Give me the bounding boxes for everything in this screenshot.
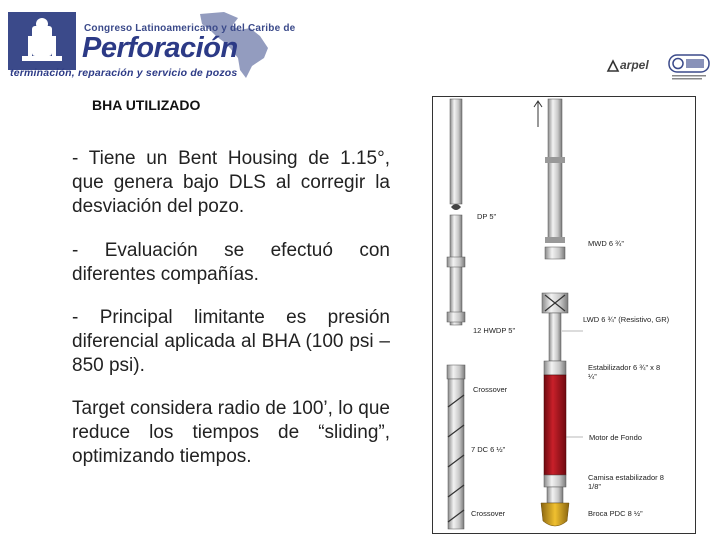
section-title: BHA UTILIZADO (92, 97, 201, 113)
label-dp: DP 5” (477, 212, 497, 221)
label-mwd: MWD 6 ¾” (588, 239, 624, 248)
label-lwd: LWD 6 ¾” (Resistivo, GR) (583, 315, 670, 324)
arpel-logo-icon (606, 59, 620, 73)
paragraph-bent-housing: - Tiene un Bent Housing de 1.15°, que genera bajo DLS al corregir la desviación del pozo. (72, 148, 390, 217)
right-string (534, 99, 569, 526)
label-crossover-lower: Crossover (471, 509, 506, 518)
label-motor: Motor de Fondo (589, 433, 642, 442)
label-hwdp: 12 HWDP 5” (473, 326, 515, 335)
header-banner (0, 0, 720, 84)
congress-logo-icon (8, 12, 76, 70)
congress-org-line: Congreso Latinoamericano y del Caribe de (84, 23, 296, 34)
label-estabilizador: Estabilizador 6 ¾” x 8 ¼” (588, 363, 661, 381)
left-string (447, 99, 465, 529)
label-dc: 7 DC 6 ½” (471, 445, 506, 454)
label-camisa: Camisa estabilizador 8 1/8” (588, 473, 664, 491)
congress-title: Perforación (82, 32, 238, 64)
paragraph-pressure: - Principal limitante es presión diferencial aplicada al BHA (100 psi – 850 psi). (72, 307, 390, 376)
congress-subtitle: terminación, reparación y servicio de pozos (10, 67, 238, 79)
paragraph-target: Target considera radio de 100’, lo que reduce los tiempos de “sliding”, optimizando tiempos. (72, 398, 390, 467)
label-broca: Broca PDC 8 ½” (588, 509, 643, 518)
iapg-logo-icon (668, 54, 710, 82)
label-crossover-upper: Crossover (473, 385, 508, 394)
paragraph-evaluation: - Evaluación se efectuó con diferentes compañías. (72, 240, 390, 285)
arpel-logo-text: arpel (620, 58, 649, 72)
bha-diagram (432, 96, 696, 534)
